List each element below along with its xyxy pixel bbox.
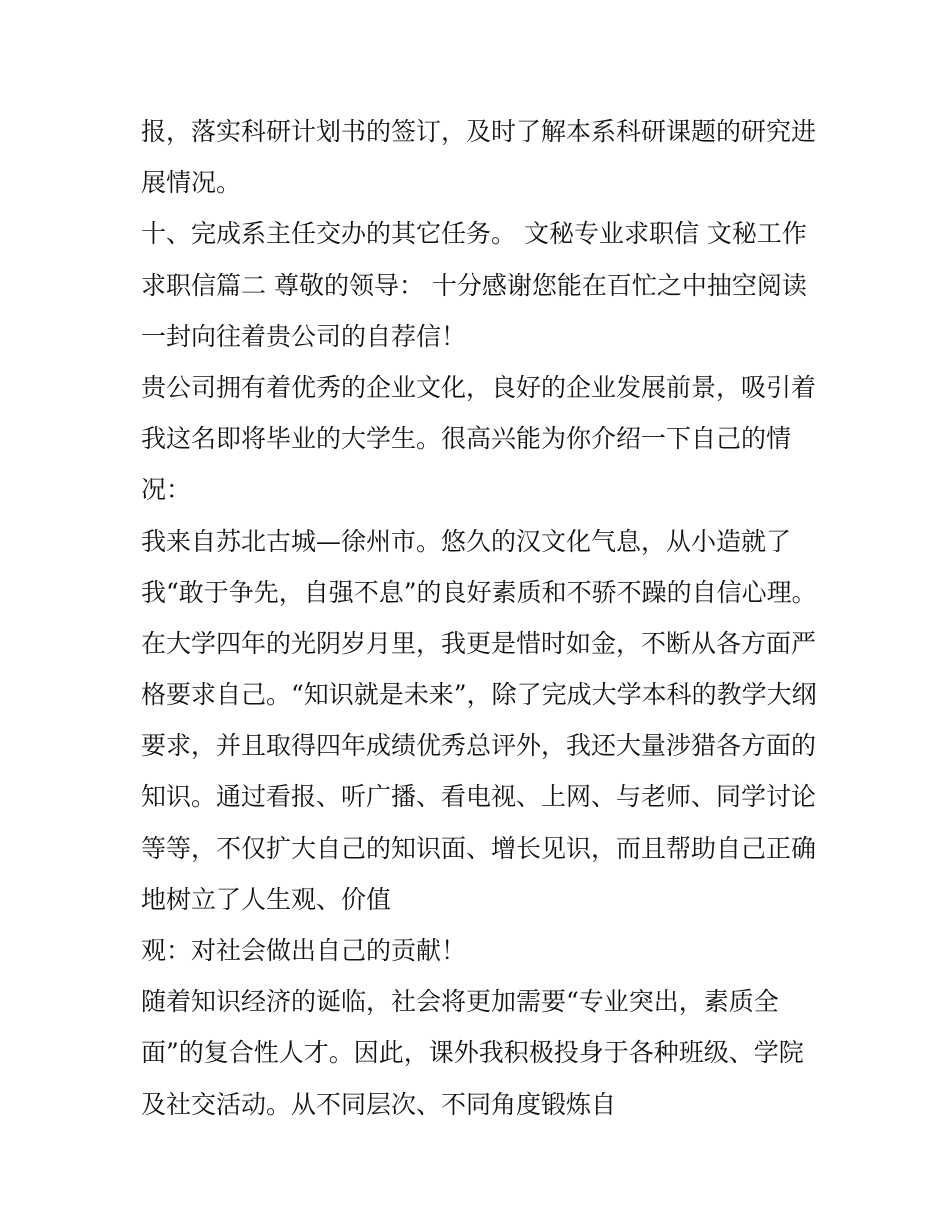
text-line: 十、完成系主任交办的其它任务。 文秘专业求职信 文秘工作 <box>141 219 807 249</box>
text-line: 报，落实科研计划书的签订，及时了解本系科研课题的研究进 <box>141 117 817 146</box>
text-line: 我来自苏北古城—徐州市。悠久的汉文化气息，从小造就了 <box>141 526 792 556</box>
text-line: 我这名即将毕业的大学生。很高兴能为你介绍一下自己的情 <box>141 424 792 454</box>
body-text <box>141 106 831 1130</box>
text-line: 求职信篇二 尊敬的领导： 十分感谢您能在百忙之中抽空阅读 <box>141 270 807 300</box>
text-line: 知识。通过看报、听广播、看电视、上网、与老师、同学讨论 <box>141 782 817 812</box>
text-line: 地树立了人生观、价值 <box>141 884 392 914</box>
text-line: 贵公司拥有着优秀的企业文化，良好的企业发展前景，吸引着 <box>141 372 817 402</box>
text-line: 格要求自己。“知识就是未来”，除了完成大学本科的教学大纲 <box>141 680 817 710</box>
text-line: 及社交活动。从不同层次、不同角度锻炼自 <box>141 1089 617 1119</box>
text-line: 在大学四年的光阴岁月里，我更是惜时如金，不断从各方面严 <box>141 628 817 658</box>
text-line: 要求，并且取得四年成绩优秀总评外，我还大量涉猎各方面的 <box>141 731 817 761</box>
text-line: 展情况。 <box>141 168 242 198</box>
text-line: 等等，不仅扩大自己的知识面、增长见识，而且帮助自己正确 <box>141 833 817 863</box>
text-line: 况： <box>141 475 192 505</box>
text-line: 观：对社会做出自己的贡献！ <box>141 936 467 965</box>
text-line: 随着知识经济的诞临，社会将更加需要“专业突出，素质全 <box>141 987 779 1017</box>
text-line: 面”的复合性人才。因此，课外我积极投身于各种班级、学院 <box>141 1038 804 1068</box>
text-line: 一封向往着贵公司的自荐信！ <box>141 321 467 351</box>
text-line: 我“敢于争先，自强不息”的良好素质和不骄不躁的自信心理。 <box>141 577 817 607</box>
